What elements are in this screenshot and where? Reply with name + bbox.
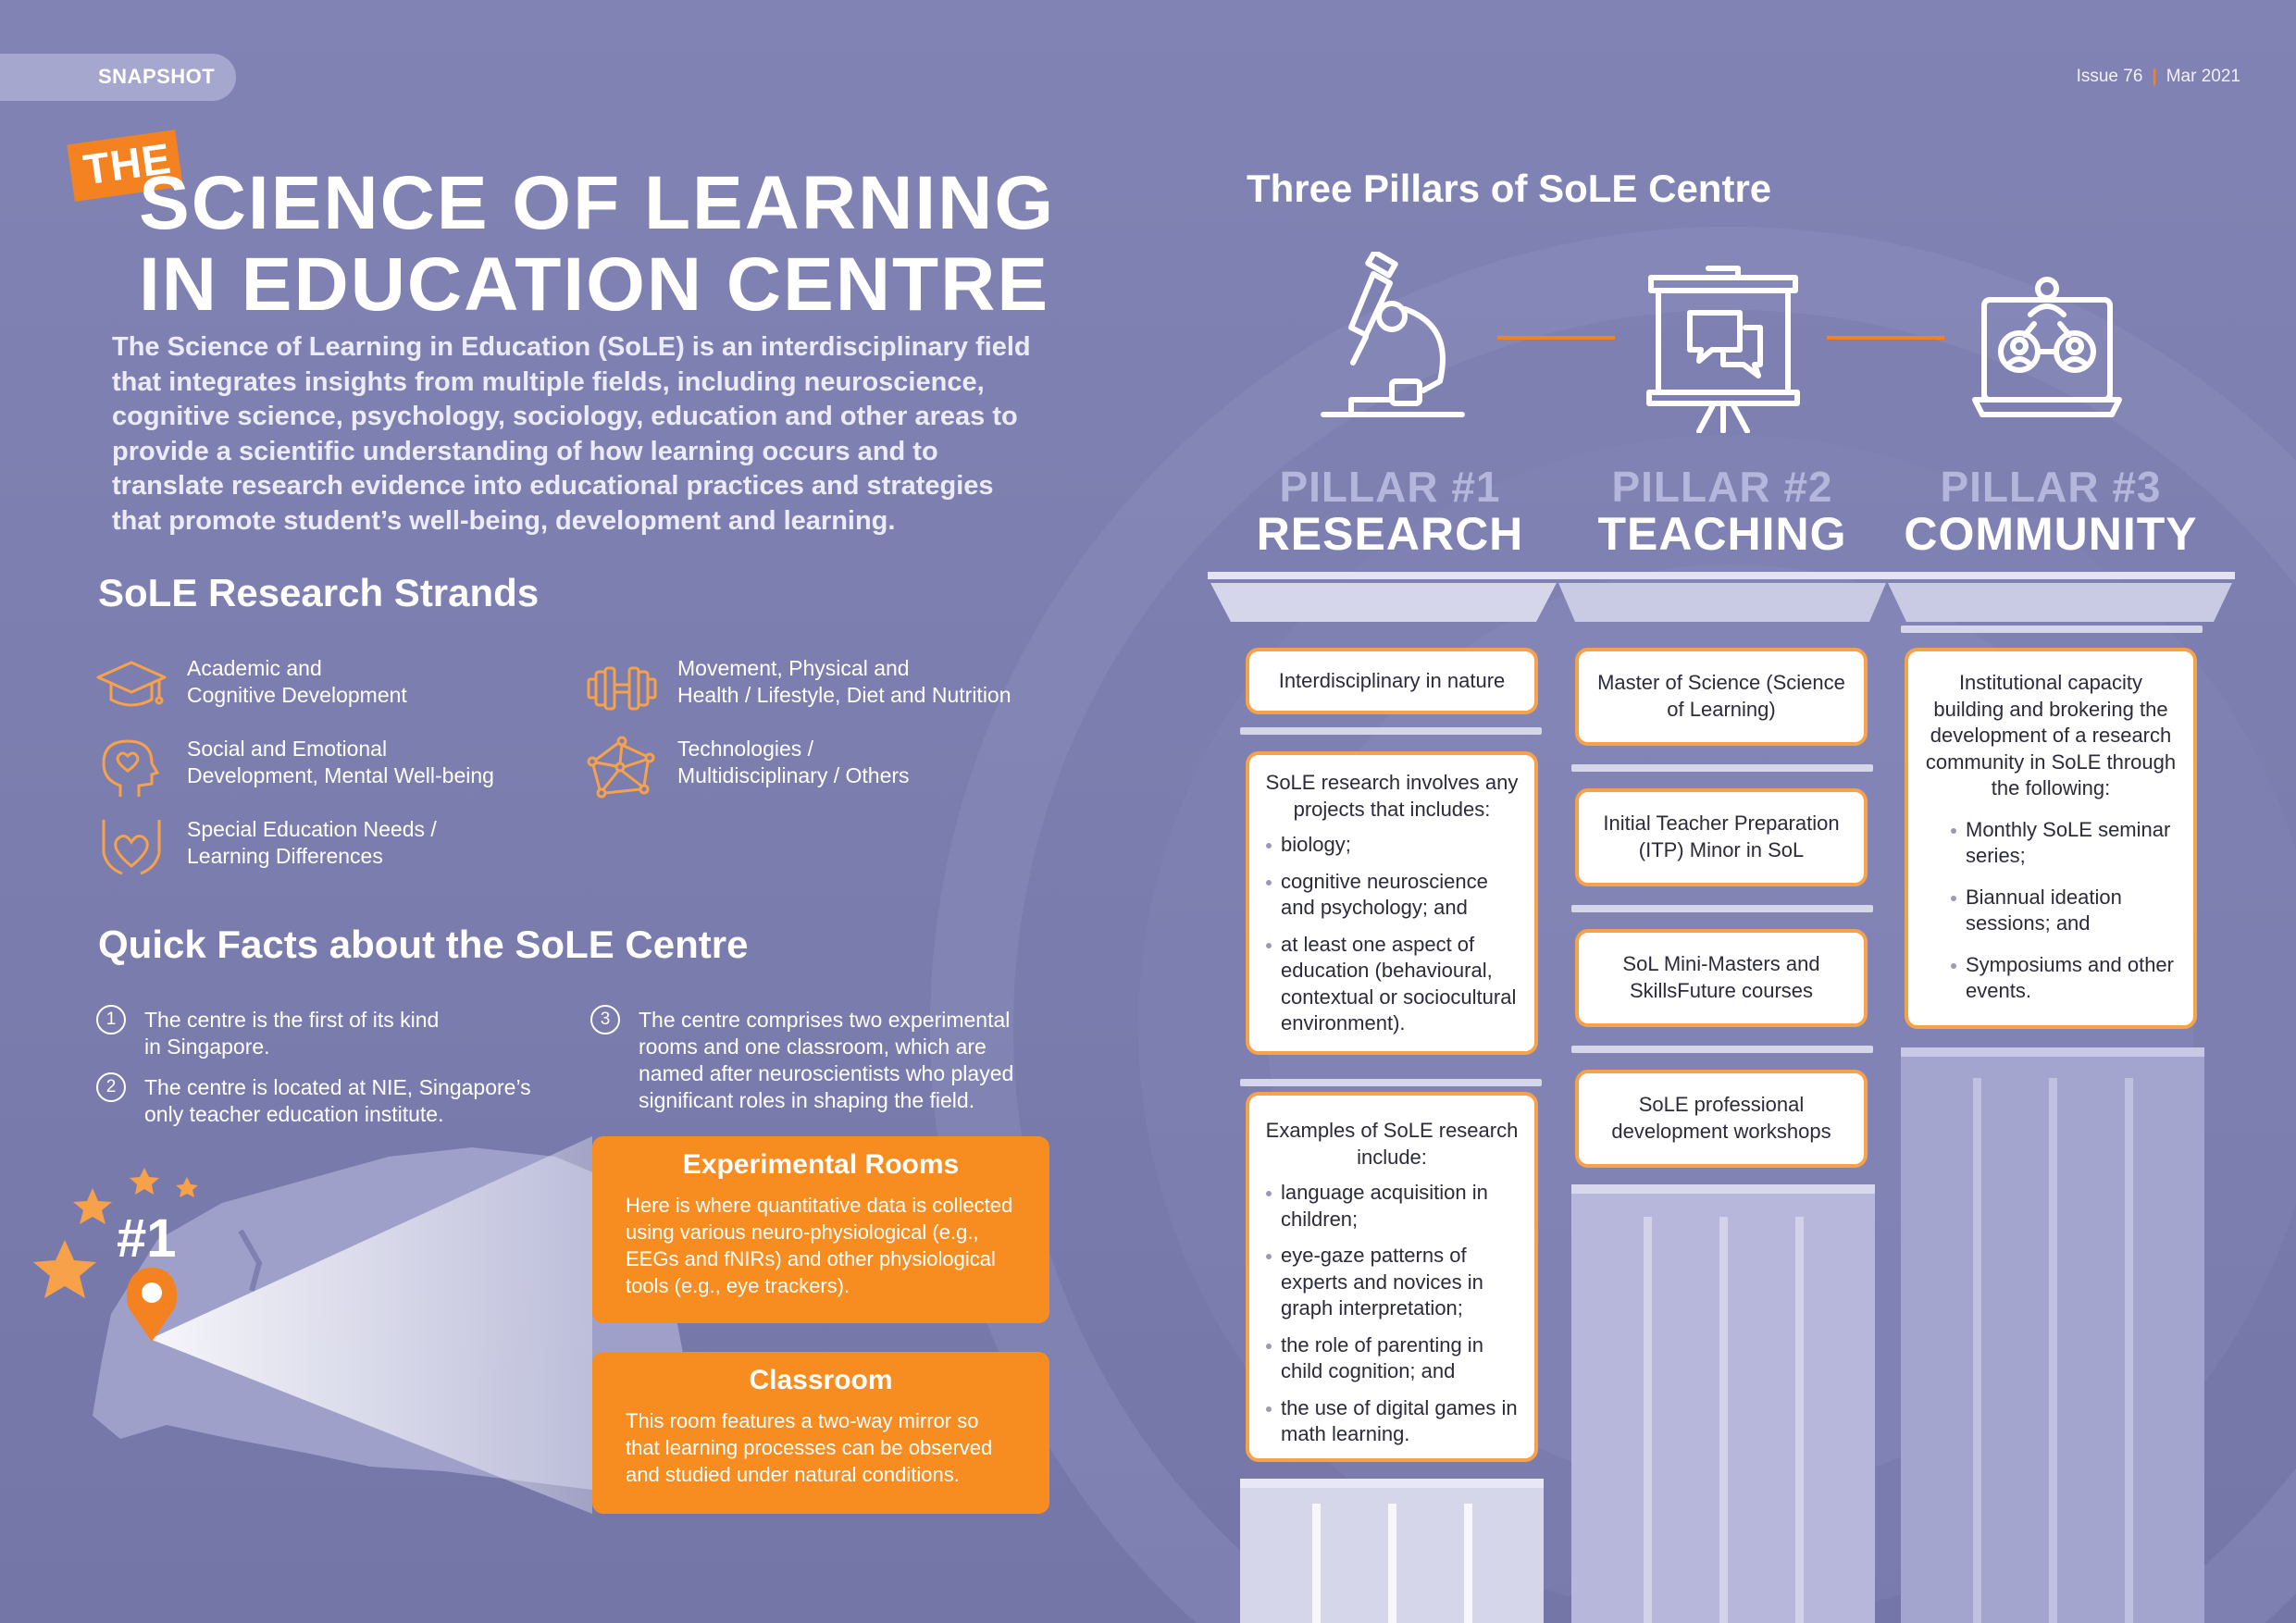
pillar-shelf	[1240, 727, 1542, 735]
pillar-name: COMMUNITY	[1904, 508, 2198, 560]
strand-item	[585, 736, 910, 800]
card-text: Master of Science (Science of Learning)	[1597, 671, 1845, 721]
strand-label: Movement, Physical and Health / Lifestyle, Diet and Nutrition	[677, 656, 1011, 707]
pillar-shelf	[1901, 626, 2203, 633]
fact-number: 3	[590, 1005, 620, 1035]
pillar-card	[1575, 929, 1868, 1027]
card-bullet: language acquisition in children;	[1262, 1180, 1521, 1233]
card-text: SoLE professional development workshops	[1611, 1093, 1831, 1143]
pillar-card	[1246, 1092, 1538, 1462]
pillar-card	[1575, 648, 1868, 746]
strand-label: Social and Emotional Development, Mental Well-being	[187, 737, 494, 787]
fact-number: 2	[96, 1072, 126, 1102]
rank-label: #1	[117, 1208, 177, 1269]
strand-item	[94, 655, 407, 720]
pillar-name: TEACHING	[1597, 508, 1847, 560]
card-text: Interdisciplinary in nature	[1278, 669, 1506, 692]
title-line-1: SCIENCE OF LEARNING	[139, 161, 1056, 245]
card-bullet: Monthly SoLE seminar series;	[1947, 817, 2180, 870]
pillar-name: RESEARCH	[1256, 508, 1524, 560]
dumbbell-icon	[585, 655, 659, 720]
title-line-2: IN EDUCATION CENTRE	[139, 242, 1050, 327]
fact-item	[96, 1007, 439, 1060]
presentation-board-icon	[1644, 261, 1803, 433]
pillar-number: PILLAR #2	[1611, 463, 1833, 511]
hands-heart-icon	[94, 816, 168, 881]
card-bullet: cognitive neuroscience and psychology; and	[1262, 869, 1521, 922]
room-title: Experimental Rooms	[682, 1149, 960, 1180]
strand-item	[94, 816, 437, 881]
pillar-number: PILLAR #3	[1940, 463, 2162, 511]
issue-info	[2077, 67, 2240, 87]
card-text: Initial Teacher Preparation (ITP) Minor in SoL	[1603, 812, 1840, 861]
room-title: Classroom	[749, 1365, 893, 1395]
card-text: SoLE research involves any projects that includes:	[1265, 771, 1519, 821]
card-text: SoL Mini-Masters and SkillsFuture courses	[1622, 952, 1820, 1002]
section-label: SNAPSHOT	[98, 65, 216, 88]
card-bullet-list	[1947, 817, 2180, 1005]
the-badge-text: THE	[80, 133, 175, 194]
brain-heart-icon	[94, 736, 168, 800]
card-bullet: the role of parenting in child cognition; and	[1262, 1332, 1521, 1385]
strand-label: Special Education Needs / Learning Differences	[187, 817, 437, 868]
pillar-card	[1575, 1070, 1868, 1168]
strand-label: Technologies / Multidisciplinary / Others	[677, 737, 910, 787]
microscope-icon	[1314, 252, 1471, 431]
room-body: Here is where quantitative data is collected using various neuro-physiological (e.g., EEGs and fNIRs) and other physiological tools (e.g., eye trackers).	[626, 1194, 1013, 1297]
fact-item	[96, 1074, 531, 1128]
intro-paragraph: The Science of Learning in Education (SoLE) is an interdisciplinary field that integrates insights from multiple fields, including neuroscience, cognitive science, psychology, sociology, education and other areas to provide a scientific understanding of how learning occurs and to translate research evidence into educational practices and strategies that promote student’s well-being, development and learning.	[112, 332, 1031, 536]
pillar-shelf	[1571, 905, 1873, 912]
strands-heading: SoLE Research Strands	[98, 571, 540, 614]
strand-item	[585, 655, 1011, 720]
graduation-cap-icon	[94, 655, 168, 720]
pillar-card	[1575, 788, 1868, 886]
page-title	[139, 163, 1064, 326]
fact-text: The centre is located at NIE, Singapore’s only teacher education institute.	[144, 1075, 531, 1126]
card-bullet: biology;	[1262, 832, 1521, 859]
fact-text: The centre comprises two experimental rooms and one classroom, which are named after neuroscientists who played significant roles in shaping the field.	[639, 1008, 1014, 1112]
issue-separator: |	[2152, 67, 2157, 86]
fact-item	[590, 1007, 1013, 1114]
card-bullet: eye-gaze patterns of experts and novices in graph interpretation;	[1262, 1243, 1521, 1322]
pillar-heading	[1556, 465, 1889, 559]
strand-item	[94, 736, 494, 800]
pillar-card	[1246, 751, 1538, 1055]
pillar-number: PILLAR #1	[1279, 463, 1501, 511]
card-text: Institutional capacity building and brokering the development of a research community in SoLE through the following:	[1925, 671, 2177, 799]
facts-heading: Quick Facts about the SoLE Centre	[98, 923, 749, 966]
fact-text: The centre is the first of its kind in Singapore.	[144, 1008, 440, 1059]
card-bullet: Symposiums and other events.	[1947, 952, 2180, 1005]
strand-label: Academic and Cognitive Development	[187, 656, 407, 707]
pillar-card	[1905, 648, 2197, 1029]
card-bullet-list	[1262, 1180, 1521, 1448]
card-bullet: at least one aspect of education (behavioural, contextual or sociocultural environment).	[1262, 932, 1521, 1037]
card-bullet: the use of digital games in math learning.	[1262, 1395, 1521, 1448]
card-bullet: Biannual ideation sessions; and	[1947, 885, 2180, 937]
card-text: Examples of SoLE research include:	[1265, 1119, 1519, 1169]
pillar-card	[1246, 648, 1538, 714]
experimental-rooms-box	[592, 1136, 1049, 1323]
pillar-heading	[1884, 465, 2217, 559]
pillars-heading: Three Pillars of SoLE Centre	[1247, 167, 1772, 210]
network-icon	[585, 736, 659, 800]
pillar-heading	[1223, 465, 1557, 559]
card-bullet-list	[1262, 832, 1521, 1037]
classroom-box	[592, 1352, 1049, 1514]
pillar-shelf	[1571, 1046, 1873, 1053]
room-body: This room features a two-way mirror so that learning processes can be observed and studied under natural conditions.	[626, 1409, 993, 1486]
laptop-community-icon	[1971, 266, 2123, 431]
fact-number: 1	[96, 1005, 126, 1035]
pillar-shelf	[1240, 1079, 1542, 1086]
pillar-shelf	[1571, 764, 1873, 772]
issue-number: Issue 76	[2076, 67, 2143, 86]
issue-date: Mar 2021	[2166, 67, 2240, 86]
